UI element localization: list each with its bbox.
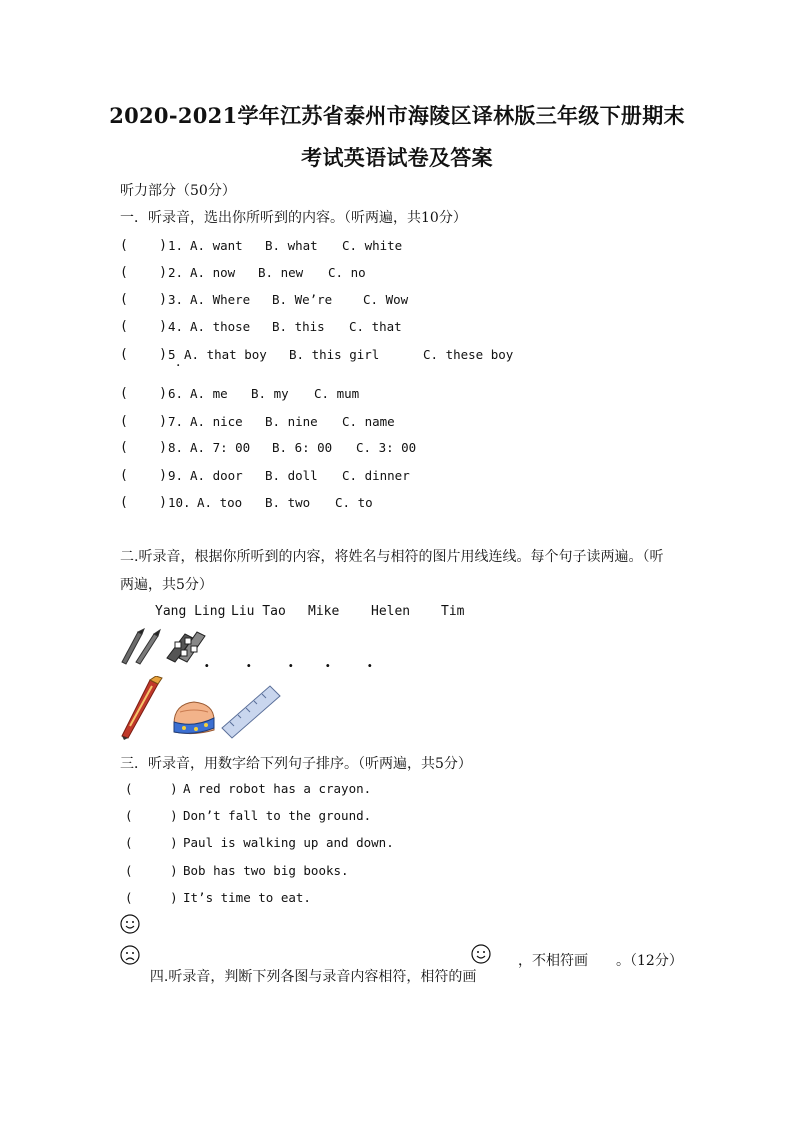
option-b: B. 6: 00 bbox=[272, 440, 333, 455]
section4-heading-part1: 四.听录音，判断下列各图与录音内容相符，相符的画 bbox=[149, 969, 477, 985]
eraser-icon[interactable] bbox=[170, 694, 218, 738]
question-number: 7. bbox=[168, 414, 184, 429]
section1-heading: 一．听录音，选出你所听到的内容。（听两遍，共10分） bbox=[120, 210, 467, 226]
option-a: A. me bbox=[190, 386, 228, 401]
option-b: B. new bbox=[258, 265, 304, 280]
name-yang-ling: Yang Ling bbox=[155, 604, 226, 619]
question-number: 6. bbox=[168, 386, 184, 401]
answer-blank[interactable]: ( ) bbox=[120, 468, 167, 483]
option-a: A. 7: 00 bbox=[190, 440, 251, 455]
option-c: C. white bbox=[342, 238, 403, 253]
option-b: B. two bbox=[265, 495, 311, 510]
markers-icon[interactable] bbox=[165, 628, 209, 664]
page-title-line2: 考试英语试卷及答案 bbox=[301, 145, 493, 170]
option-a: A. that boy bbox=[184, 347, 267, 362]
connect-dot[interactable]: . bbox=[246, 652, 252, 671]
page-title-line1: 2020-2021学年江苏省泰州市海陵区译林版三年级下册期末 bbox=[109, 103, 685, 128]
answer-blank[interactable]: ( ) bbox=[120, 319, 167, 334]
order-blank[interactable]: ( ) bbox=[125, 863, 178, 878]
option-c: C. name bbox=[342, 414, 395, 429]
option-a: A. now bbox=[190, 265, 236, 280]
ruler-icon[interactable] bbox=[220, 684, 282, 740]
answer-blank[interactable]: ( ) bbox=[120, 386, 167, 401]
pen-icon[interactable] bbox=[118, 676, 166, 740]
option-b: B. my bbox=[251, 386, 289, 401]
option-a: A. Where bbox=[190, 292, 251, 307]
question-number: 4. bbox=[168, 319, 184, 334]
name-helen: Helen bbox=[371, 604, 411, 619]
option-c: C. mum bbox=[314, 386, 360, 401]
option-c: C. that bbox=[349, 319, 402, 334]
option-b: B. this girl bbox=[289, 347, 380, 362]
smiley-face-icon bbox=[471, 944, 491, 964]
question-number: 10. bbox=[168, 495, 191, 510]
stray-dot: · bbox=[176, 358, 181, 374]
option-b: B. this bbox=[272, 319, 325, 334]
section4-heading-part2: ，不相符画 bbox=[518, 953, 588, 969]
sad-face-icon bbox=[120, 945, 140, 965]
option-b: B. doll bbox=[265, 468, 318, 483]
option-c: C. no bbox=[328, 265, 366, 280]
option-a: A. too bbox=[197, 495, 243, 510]
answer-blank[interactable]: ( ) bbox=[120, 292, 167, 307]
connect-dot[interactable]: . bbox=[367, 652, 373, 671]
option-a: A. those bbox=[190, 319, 251, 334]
question-number: 5 bbox=[168, 347, 176, 362]
option-b: B. nine bbox=[265, 414, 318, 429]
sentence-text: Bob has two big books. bbox=[183, 863, 349, 878]
option-b: B. what bbox=[265, 238, 318, 253]
option-a: A. want bbox=[190, 238, 243, 253]
option-c: C. these boy bbox=[423, 347, 514, 362]
section2-heading-line1: 二.听录音，根据你所听到的内容，将姓名与相符的图片用线连线。每个句子读两遍。（听 bbox=[120, 549, 664, 565]
answer-blank[interactable]: ( ) bbox=[120, 265, 167, 280]
connect-dot[interactable]: . bbox=[325, 652, 331, 671]
option-b: B. We’re bbox=[272, 292, 333, 307]
connect-dot[interactable]: . bbox=[288, 652, 294, 671]
answer-blank[interactable]: ( ) bbox=[120, 414, 167, 429]
listening-header: 听力部分（50分） bbox=[120, 183, 236, 199]
question-number: 9. bbox=[168, 468, 184, 483]
pencils-icon[interactable] bbox=[118, 628, 164, 666]
name-liu-tao: Liu Tao bbox=[231, 604, 286, 619]
sentence-text: Don’t fall to the ground. bbox=[183, 808, 372, 823]
question-number: 8. bbox=[168, 440, 184, 455]
order-blank[interactable]: ( ) bbox=[125, 890, 178, 905]
sentence-text: Paul is walking up and down. bbox=[183, 835, 394, 850]
section3-heading: 三．听录音，用数字给下列句子排序。（听两遍，共5分） bbox=[120, 756, 472, 772]
option-c: C. to bbox=[335, 495, 373, 510]
section2-heading-line2: 两遍，共5分） bbox=[120, 577, 213, 593]
option-c: C. 3: 00 bbox=[356, 440, 417, 455]
answer-blank[interactable]: ( ) bbox=[120, 495, 167, 510]
option-a: A. door bbox=[190, 468, 243, 483]
connect-dot[interactable]: . bbox=[204, 652, 210, 671]
option-c: C. Wow bbox=[363, 292, 409, 307]
order-blank[interactable]: ( ) bbox=[125, 808, 178, 823]
answer-blank[interactable]: ( ) bbox=[120, 440, 167, 455]
name-tim: Tim bbox=[441, 604, 465, 619]
question-number: 2. bbox=[168, 265, 184, 280]
order-blank[interactable]: ( ) bbox=[125, 781, 178, 796]
question-number: 1. bbox=[168, 238, 184, 253]
name-mike: Mike bbox=[308, 604, 340, 619]
question-number: 3. bbox=[168, 292, 184, 307]
smiley-face-icon bbox=[120, 914, 140, 934]
option-c: C. dinner bbox=[342, 468, 410, 483]
option-a: A. nice bbox=[190, 414, 243, 429]
order-blank[interactable]: ( ) bbox=[125, 835, 178, 850]
sentence-text: It’s time to eat. bbox=[183, 890, 311, 905]
answer-blank[interactable]: ( ) bbox=[120, 238, 167, 253]
sentence-text: A red robot has a crayon. bbox=[183, 781, 372, 796]
section4-heading bbox=[141, 950, 476, 986]
section4-heading-part3: 。（12分） bbox=[616, 953, 683, 969]
answer-blank[interactable]: ( ) bbox=[120, 347, 167, 362]
